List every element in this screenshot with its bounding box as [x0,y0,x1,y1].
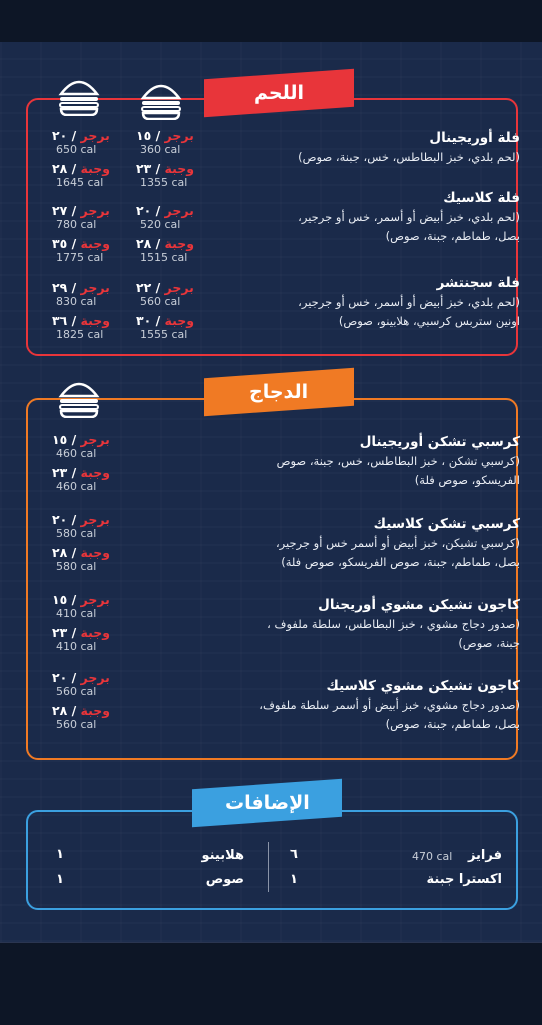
burger-icon [57,378,101,418]
calories: 1645 cal [56,176,104,189]
addon-name: فرايز [467,848,502,863]
addons-title: الإضافات [224,792,310,815]
price-row: برجر / ١٥ 460 cal [52,432,116,465]
price-row: برجر / ٢٠ 580 cal [52,512,116,545]
price-row: وجبة / ٢٣ 410 cal [52,625,116,658]
calories: 1775 cal [56,251,104,264]
price-row: وجبة / ٢٨ 560 cal [52,703,116,736]
calories: 580 cal [56,560,97,573]
price-row: وجبة / ٢٣ 1355 cal [136,161,200,194]
item-desc: جبنة، صوص) [458,636,520,650]
calories: 580 cal [56,527,97,540]
calories: 460 cal [56,447,97,460]
item-desc: بصل، طماطم، جبنة، صوص الفريسكو، صوص فلة) [281,555,520,569]
item-desc: بصل، طماطم، جبنة، صوص) [385,229,520,243]
calories: 650 cal [56,143,97,156]
menu-item [175,273,520,331]
menu-item [175,128,520,167]
price-row: برجر / ١٥ 410 cal [52,592,116,625]
price-row: برجر / ٢٩ 830 cal [52,280,116,313]
calories: 560 cal [56,718,97,731]
price-row: وجبة / ٢٨ 580 cal [52,545,116,578]
item-name: فلة كلاسيك [443,190,520,206]
addon-name: اكسترا جبنة [426,872,502,887]
item-desc: (لحم بلدي، خبز أبيض أو أسمر، خس أو جرجير، [298,295,520,309]
price-column [52,592,116,658]
price-row: وجبة / ٢٨ 1645 cal [52,161,116,194]
calories: 1355 cal [140,176,188,189]
price-row: برجر / ٢٧ 780 cal [52,203,116,236]
price-row: برجر / ٢٢ 560 cal [136,280,200,313]
chicken-title: الدجاج [249,381,309,403]
menu-item [175,595,520,653]
item-desc: (صدور دجاج مشوي ، خبز البطاطس، سلطة ملفوف ، [267,617,520,631]
item-name: كرسبي تشكن أوريجينال [359,434,520,450]
calories: 1555 cal [140,328,188,341]
price-column [52,203,116,269]
calories: 360 cal [140,143,181,156]
addon-calories: 470 cal [412,850,453,863]
addon-name: هلابينو [201,848,244,863]
item-desc: (لحم بلدي، خبز البطاطس، خس، جبنة، صوص) [298,150,520,164]
addon-name: صوص [205,872,244,887]
price-row: برجر / ٢٠ 560 cal [52,670,116,703]
item-desc: الفريسكو، صوص فلة) [414,473,520,487]
price-column [52,128,116,194]
calories: 460 cal [56,480,97,493]
calories: 410 cal [56,607,97,620]
addon-price: ١ [56,847,64,862]
item-desc: (صدور دجاج مشوي، خبز أبيض أو أسمر سلطة ملفوف، [259,698,520,712]
item-name: كرسبي تشكن كلاسيك [373,516,520,532]
price-column [52,512,116,578]
price-row: وجبة / ٢٣ 460 cal [52,465,116,498]
price-row: وجبة / ٣٠ 1555 cal [136,313,200,346]
item-desc: اونين ستربس كرسبي، هلابينو، صوص) [338,314,520,328]
price-row: برجر / ١٥ 360 cal [136,128,200,161]
menu-item [175,432,520,490]
calories: 1825 cal [56,328,104,341]
item-name: كاجون تشيكن مشوي أوريجنال [318,597,520,613]
item-desc: بصل، طماطم، جبنة، صوص) [385,717,520,731]
item-desc: (لحم بلدي، خبز أبيض أو أسمر، خس أو جرجير، [298,210,520,224]
burger-icon [57,76,101,116]
price-row: برجر / ٢٠ 650 cal [52,128,116,161]
calories: 560 cal [140,295,181,308]
price-column [52,280,116,346]
price-row: برجر / ٢٠ 520 cal [136,203,200,236]
addon-price: ١ [56,872,64,887]
item-name: فلة سجنتشر [436,275,520,291]
menu-item [175,676,520,734]
burger-icon [139,80,183,120]
bottom-band [0,942,542,1025]
addon-price: ١ [290,872,298,887]
price-row: وجبة / ٣٦ 1825 cal [52,313,116,346]
addons-divider [268,842,269,892]
price-row: وجبة / ٣٥ 1775 cal [52,236,116,269]
calories: 1515 cal [140,251,188,264]
item-desc: (كرسبي تشيكن، خبز أبيض أو أسمر خس أو جرجير، [275,536,520,550]
price-column [136,203,200,269]
calories: 780 cal [56,218,97,231]
price-column [52,432,116,498]
calories: 410 cal [56,640,97,653]
calories: 560 cal [56,685,97,698]
item-name: فلة أوريجينال [429,130,520,146]
item-desc: (كرسبي تشكن ، خبز البطاطس، خس، جبنة، صوص [276,454,520,468]
price-column [52,670,116,736]
price-column [136,128,200,194]
price-row: وجبة / ٢٨ 1515 cal [136,236,200,269]
addon-price: ٦ [290,847,298,862]
menu-item [175,514,520,572]
meat-title: اللحم [254,82,304,104]
menu-poster [0,42,542,942]
item-name: كاجون تشيكن مشوي كلاسيك [326,678,520,694]
menu-item [175,188,520,246]
calories: 520 cal [140,218,181,231]
calories: 830 cal [56,295,97,308]
price-column [136,280,200,346]
